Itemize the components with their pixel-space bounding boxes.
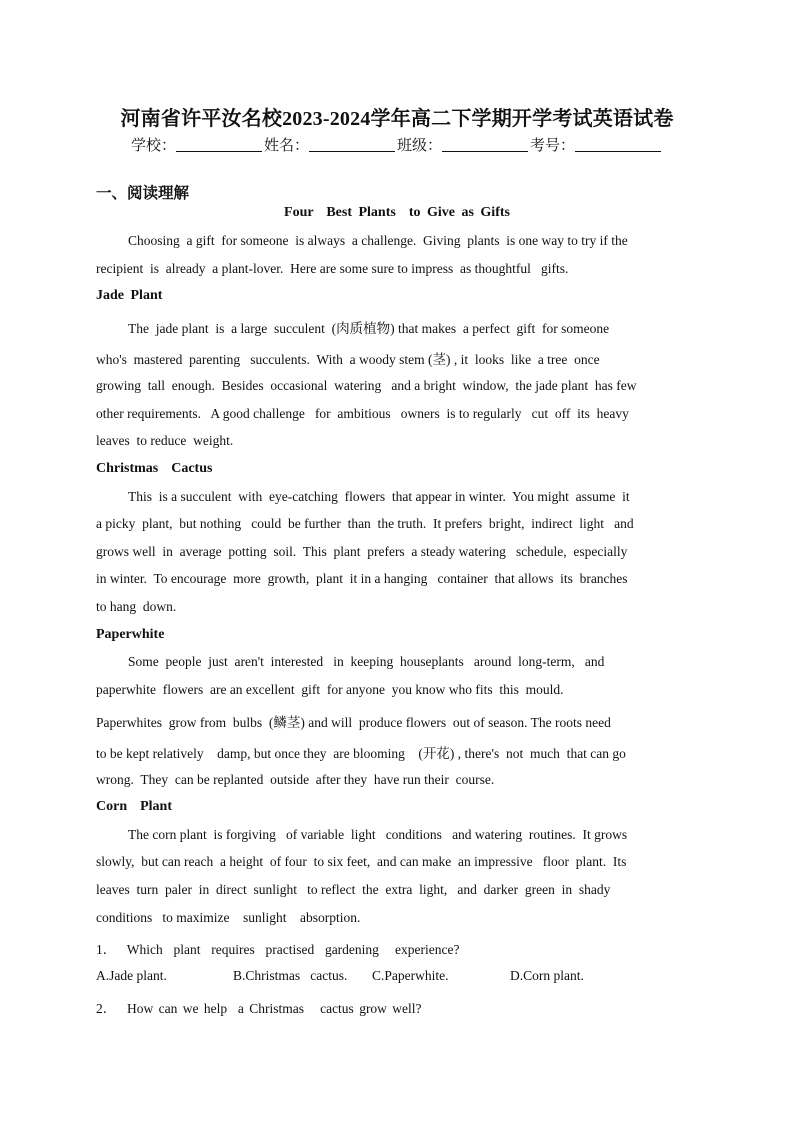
paperwhite-line: to be kept relatively damp, but once they are blooming (开花) , there's not much that can go <box>96 746 626 761</box>
section-title: 一、阅读理解 <box>96 185 190 202</box>
cactus-line: grows well in average potting soil. This plant prefers a steady watering schedule, especially <box>96 544 628 559</box>
option-a[interactable]: A.Jade plant. <box>96 968 167 983</box>
intro-line: Choosing a gift for someone is always a challenge. Giving plants is one way to try if the <box>128 233 628 248</box>
paperwhite-line: Some people just aren't interested in keeping houseplants around long-term, and <box>128 654 605 669</box>
number-label: 考号： <box>530 138 576 154</box>
corn-heading: Corn Plant <box>96 799 172 814</box>
cactus-line: in winter. To encourage more growth, plant it in a hanging container that allows its branches <box>96 571 628 586</box>
question-2: 2． How can we help a Christmas cactus grow well? <box>96 1001 422 1016</box>
option-b[interactable]: B.Christmas cactus. <box>233 968 348 983</box>
name-blank[interactable] <box>309 137 395 152</box>
jade-line: growing tall enough. Besides occasional watering and a bright window, the jade plant has few <box>96 378 637 393</box>
corn-line: slowly, but can reach a height of four to six feet, and can make an impressive floor plant. Its <box>96 854 627 869</box>
exam-title: 河南省许平汝名校2023-2024学年高二下学期开学考试英语试卷 <box>120 108 674 130</box>
paperwhite-heading: Paperwhite <box>96 627 165 642</box>
option-c[interactable]: C.Paperwhite. <box>372 968 449 983</box>
student-info-line <box>0 134 794 155</box>
cactus-line: to hang down. <box>96 599 177 614</box>
jade-heading: Jade Plant <box>96 288 163 303</box>
jade-line: other requirements. A good challenge for ambitious owners is to regularly cut off its heavy <box>96 406 629 421</box>
paperwhite-line: wrong. They can be replanted outside after they have run their course. <box>96 772 495 787</box>
class-blank[interactable] <box>442 137 528 152</box>
class-label: 班级： <box>397 138 443 154</box>
jade-line: The jade plant is a large succulent (肉质植物) that makes a perfect gift for someone <box>128 321 610 336</box>
question-1: 1． Which plant requires practised gardening experience? <box>96 942 460 957</box>
intro-line: recipient is already a plant-lover. Here are some sure to impress as thoughtful gifts. <box>96 261 569 276</box>
corn-line: conditions to maximize sunlight absorption. <box>96 910 361 925</box>
cactus-line: This is a succulent with eye-catching flowers that appear in winter. You might assume it <box>128 489 630 504</box>
jade-line: leaves to reduce weight. <box>96 433 234 448</box>
name-label: 姓名： <box>263 138 309 154</box>
option-d[interactable]: D.Corn plant. <box>510 968 584 983</box>
paperwhite-line: paperwhite flowers are an excellent gift for anyone you know who fits this mould. <box>96 682 564 697</box>
cactus-heading: Christmas Cactus <box>96 461 213 476</box>
corn-line: The corn plant is forgiving of variable light conditions and watering routines. It grows <box>128 827 628 842</box>
article-title: Four Best Plants to Give as Gifts <box>284 205 510 220</box>
corn-line: leaves turn paler in direct sunlight to reflect the extra light, and darker green in shady <box>96 882 611 897</box>
cactus-line: a picky plant, but nothing could be further than the truth. It prefers bright, indirect light and <box>96 516 634 531</box>
jade-line: who's mastered parenting succulents. With a woody stem (茎) , it looks like a tree once <box>96 352 600 367</box>
school-blank[interactable] <box>176 137 262 152</box>
paperwhite-line: Paperwhites grow from bulbs (鳞茎) and will produce flowers out of season. The roots need <box>96 715 611 730</box>
number-blank[interactable] <box>575 137 661 152</box>
school-label: 学校： <box>130 138 176 154</box>
